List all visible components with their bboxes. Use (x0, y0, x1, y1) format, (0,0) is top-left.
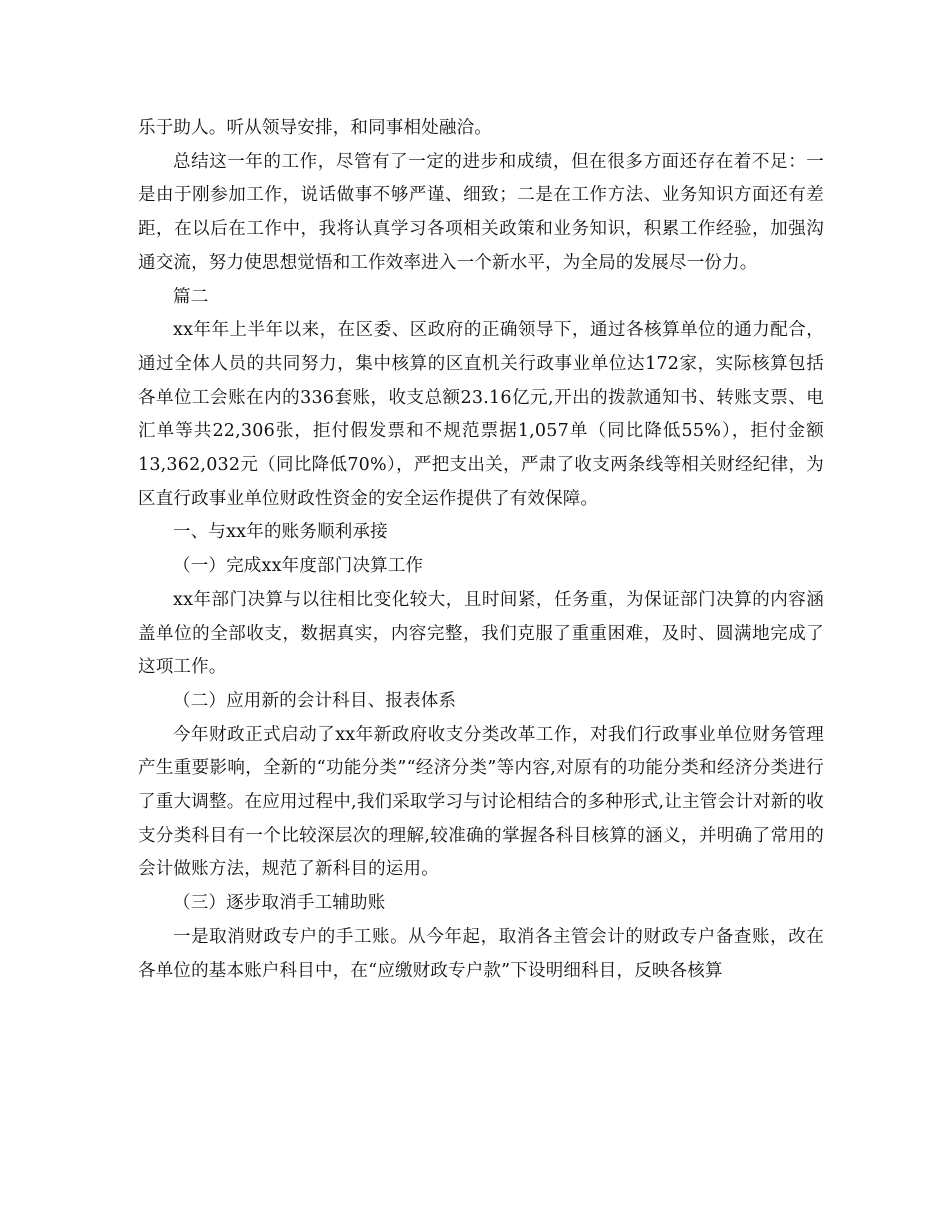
paragraph-6: 一是取消财政专户的手工账。从今年起，取消各主管会计的财政专户备查账，改在各单位的基本账户科目中，在“应缴财政专户款”下设明细科目，反映各核算 (138, 926, 824, 981)
subheading-3: （三）逐步取消手工辅助账 (173, 893, 386, 914)
paragraph-2: 总结这一年的工作，尽管有了一定的进步和成绩，但在很多方面还存在着不足：一是由于刚参加工作，说话做事不够严谨、细致；二是在工作方法、业务知识方面还有差距，在以后在工作中，我将认真学习各项相关政策和业务知识，积累工作经验，加强沟通交流，努力使思想觉悟和工作效率进入一个新水平，为全局的发展尽一份力。 (138, 151, 824, 273)
heading-1: 一、与xx年的账务顺利承接 (173, 522, 388, 543)
document-body (138, 112, 824, 988)
paragraph-3: xx年年上半年以来，在区委、区政府的正确领导下，通过各核算单位的通力配合，通过全体人员的共同努力，集中核算的区直机关行政事业单位达172家，实际核算包括各单位工会账在内的336套账，收支总额23.16亿元,开出的拨款通知书、转账支票、电汇单等共22,306张，拒付假发票和不规范票据1,057单（同比降低55%），拒付金额13,362,032元（同比降低70%），严把支出关，严肃了收支两条线等相关财经纪律，为区直行政事业单位财政性资金的安全运作提供了有效保障。 (138, 320, 824, 509)
paragraph-5: 今年财政正式启动了xx年新政府收支分类改革工作，对我们行政事业单位财务管理产生重要影响，全新的“功能分类”“经济分类”等内容,对原有的功能分类和经济分类进行了重大调整。在应用过程中,我们采取学习与讨论相结合的多种形式,让主管会计对新的收支分类科目有一个比较深层次的理解,较准确的掌握各科目核算的涵义，并明确了常用的会计做账方法，规范了新科目的运用。 (138, 724, 824, 880)
section-heading-pian-er: 篇二 (173, 286, 209, 307)
paragraph-1: 乐于助人。听从领导安排，和同事相处融洽。 (138, 118, 492, 138)
subheading-2: （二）应用新的会计科目、报表体系 (173, 690, 457, 711)
paragraph-4: xx年部门决算与以往相比变化较大，且时间紧，任务重，为保证部门决算的内容涵盖单位的全部收支，数据真实，内容完整，我们克服了重重困难，及时、圆满地完成了这项工作。 (138, 589, 824, 678)
subheading-1: （一）完成xx年度部门决算工作 (173, 556, 424, 577)
